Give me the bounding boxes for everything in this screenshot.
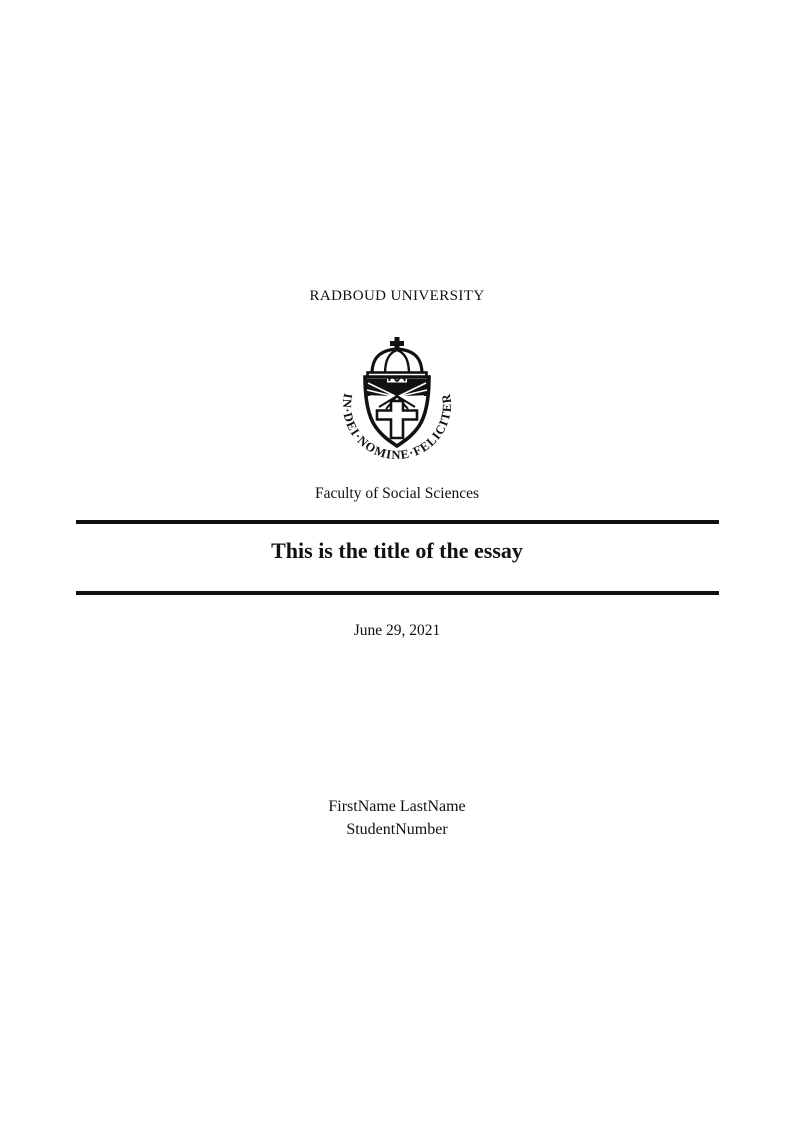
author-block — [0, 795, 794, 841]
student-number: StudentNumber — [346, 821, 448, 838]
seal-motto: IN·DEI·NOMINE·FELICITER — [339, 392, 455, 463]
title-rule-bottom — [76, 591, 719, 595]
author-name: FirstName LastName — [328, 798, 466, 815]
university-name: RADBOUD UNIVERSITY — [309, 288, 485, 304]
radboud-seal-icon — [337, 334, 457, 466]
seal-shield — [365, 377, 429, 446]
essay-date: June 29, 2021 — [353, 622, 441, 639]
faculty-name: Faculty of Social Sciences — [315, 485, 479, 502]
essay-title: This is the title of the essay — [271, 538, 523, 563]
seal-crown — [368, 349, 427, 379]
title-rule-top — [76, 520, 719, 524]
